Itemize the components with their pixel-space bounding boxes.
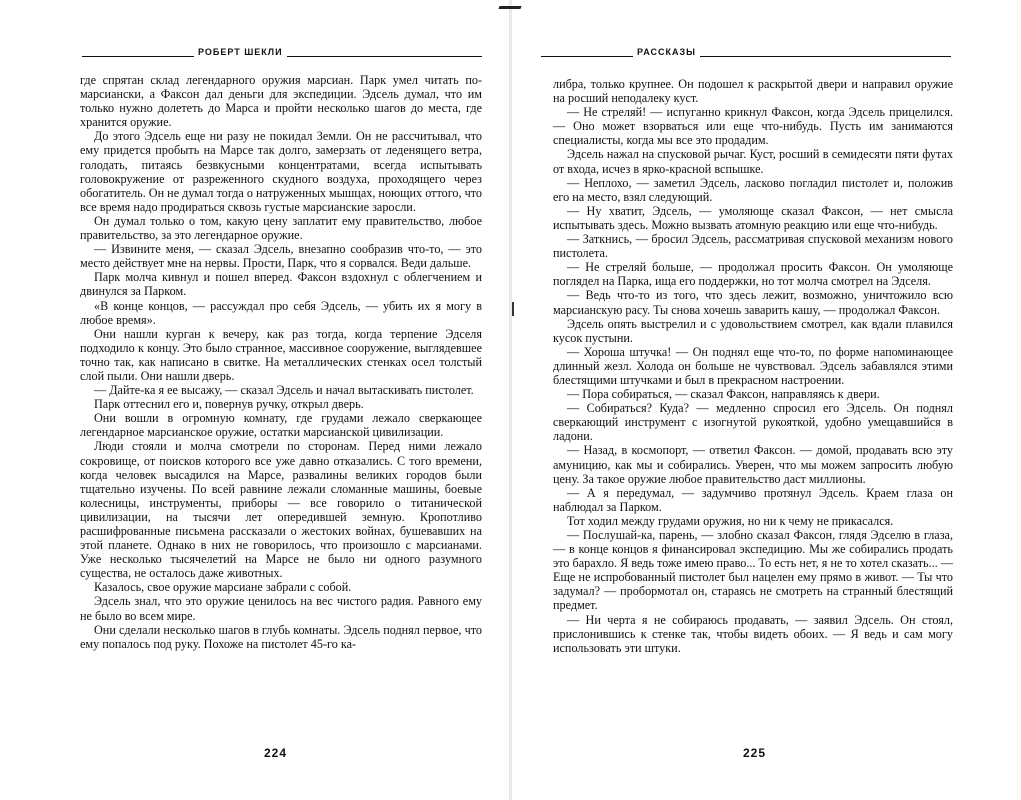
paragraph: Эдсель опять выстрелил и с удовольствием смотрел, как вдали плавился кусок пустыни.	[553, 316, 953, 345]
page-body	[80, 73, 482, 651]
paragraph: Тот ходил между грудами оружия, но ни к чему не прикасался.	[567, 513, 894, 528]
header-rule	[541, 56, 951, 57]
paragraph: «В конце концов, — рассуждал про себя Эдсель, — убить их я могу в любое время».	[80, 298, 482, 327]
paragraph: Эдсель знал, что это оружие ценилось на вес чистого радия. Равного ему не было во всем мире.	[80, 594, 482, 623]
paragraph: — Не стреляй больше, — продолжал просить Факсон. Он умоляюще поглядел на Парка, ища его поддержки, но тот молча смотрел на Эдселя.	[553, 260, 953, 289]
page-number: 225	[743, 746, 767, 760]
page-number: 224	[264, 746, 288, 760]
paragraph: — Пора собираться, — сказал Факсон, направляясь к двери.	[567, 387, 880, 402]
paragraph: где спрятан склад легендарного оружия марсиан. Парк умел читать по-марсиански, а Факсон дал деньги для экспедиции. Эдсель думал, что им только нужно долететь до Марса и пройти несколько шагов до места, где хранится оружие.	[80, 73, 482, 130]
paragraph: — Ну хватит, Эдсель, — умоляюще сказал Факсон, — нет смысла испытывать здесь. Можно вызвать атомную реакцию или еще что-нибудь.	[553, 203, 953, 232]
running-header-title: РОБЕРТ ШЕКЛИ	[194, 47, 287, 57]
right-page	[511, 0, 1021, 800]
paragraph: Казалось, свое оружие марсиане забрали с собой.	[94, 580, 352, 595]
paragraph: — Заткнись, — бросил Эдсель, рассматривая спусковой механизм нового пистолета.	[553, 232, 953, 261]
running-header-title: РАССКАЗЫ	[633, 47, 700, 57]
paragraph: — Не стреляй! — испуганно крикнул Факсон, когда Эдсель прицелился. — Оно может взорваться или еще что-нибудь. Пусть им занимаются специалисты, когда мы все это продадим.	[553, 105, 953, 148]
paragraph: — Извините меня, — сказал Эдсель, внезапно сообразив что-то, — это место действует мне на нервы. Прости, Парк, что я сорвался. Веди дальше.	[80, 242, 482, 271]
paragraph: Они вошли в огромную комнату, где грудами лежало сверкающее легендарное марсианское оружие, остатки марсианской цивилизации.	[80, 411, 482, 440]
paragraph: — Послушай-ка, парень, — злобно сказал Факсон, глядя Эдселю в глаза, — в конце концов я финансировал экспедицию. Мы же собирались продать это барахло. Я ведь тоже имею право... То есть нет, я не то хотел сказать... — Еще не испробованный пистолет был нацелен ему прямо в живот. — Ты что задумал? — пробормотал он, стараясь не смотреть на странный блестящий предмет.	[553, 528, 953, 613]
running-header	[541, 45, 951, 59]
paragraph: Парк оттеснил его и, повернув ручку, открыл дверь.	[94, 397, 364, 412]
paragraph: До этого Эдсель еще ни разу не покидал Земли. Он не рассчитывал, что ему придется пробыть на Марсе так долго, замерзать от леденящего ветра, голодать, питаясь безвкусными концентратами, всегда испытывать головокружение от разреженного скудного воздуха, проходящего через обогатитель. Он не думал тогда о натруженных мышцах, ноющих оттого, что все время надо продираться сквозь густые марсианские заросли.	[80, 129, 482, 214]
paragraph: — Собираться? Куда? — медленно спросил его Эдсель. Он поднял сверкающий инструмент с изогнутой рукояткой, удобно умещавшийся в ладони.	[553, 401, 953, 444]
paragraph: либра, только крупнее. Он подошел к раскрытой двери и направил оружие на росший неподалеку куст.	[553, 77, 953, 106]
paragraph: Люди стояли и молча смотрели по сторонам. Перед ними лежало сокровище, от поисков которого все уже давно отказались. С того времени, когда человек высадился на Марсе, развалины великих городов были тщательно изучены. По всей равнине лежали сломанные машины, боевые колесницы, инструменты, приборы — все говорило о титанической цивилизации, на тысячи лет опередившей земную. Кропотливо расшифрованные письмена рассказали о жестоких войнах, бушевавших на этой планете. Однако в них не говорилось, что произошло с марсианами. Уже несколько тысячелетий на Марсе не было ни одного разумного существа, не осталось даже животных.	[80, 439, 482, 581]
paragraph: — Неплохо, — заметил Эдсель, ласково погладил пистолет и, положив его на место, взял следующий.	[553, 175, 953, 204]
paragraph: — Дайте-ка я ее высажу, — сказал Эдсель и начал вытаскивать пистолет.	[94, 383, 474, 398]
paragraph: — Хороша штучка! — Он поднял еще что-то, по форме напоминающее длинный жезл. Холода он больше не чувствовал. Эдсель забавлялся этими блестящими штучками и был в прекрасном настроении.	[553, 344, 953, 387]
running-header	[82, 45, 482, 59]
paragraph: — Назад, в космопорт, — ответил Факсон. — домой, продавать всю эту амуницию, как мы и собирались. Уверен, что мы можем запросить любую цену. За такое оружие любое правительство даст миллионы.	[553, 443, 953, 486]
paragraph: Парк молча кивнул и пошел вперед. Факсон вздохнул с облегчением и двинулся за Парком.	[80, 270, 482, 299]
paragraph: Эдсель нажал на спусковой рычаг. Куст, росший в семидесяти пяти футах от входа, исчез в ярко-красной вспышке.	[553, 147, 953, 176]
left-page	[0, 0, 510, 800]
paragraph: — Ведь что-то из того, что здесь лежит, возможно, уничтожило всю марсианскую расу. Ты снова хочешь заварить кашу, — продолжал Факсон.	[553, 288, 953, 317]
paragraph: — А я передумал, — задумчиво протянул Эдсель. Краем глаза он наблюдал за Парком.	[553, 485, 953, 514]
page-body	[553, 77, 953, 655]
paragraph: Они нашли курган к вечеру, как раз тогда, когда терпение Эдселя подходило к концу. Это было странное, массивное сооружение, выглядевшее точно так, как написано в свитке. На металлических стенках осел толстый слой пыли. Они нашли дверь.	[80, 326, 482, 383]
paragraph: — Ни черта я не собираюсь продавать, — заявил Эдсель. Он стоял, прислонившись к стенке так, чтобы видеть обоих. — Я ведь и сам могу использовать эти штуки.	[553, 612, 953, 655]
paragraph: Он думал только о том, какую цену заплатит ему правительство, любое правительство, за это легендарное оружие.	[80, 213, 482, 243]
paragraph: Они сделали несколько шагов в глубь комнаты. Эдсель поднял первое, что ему попалось под руку. Похоже на пистолет 45-го ка-	[80, 622, 482, 651]
